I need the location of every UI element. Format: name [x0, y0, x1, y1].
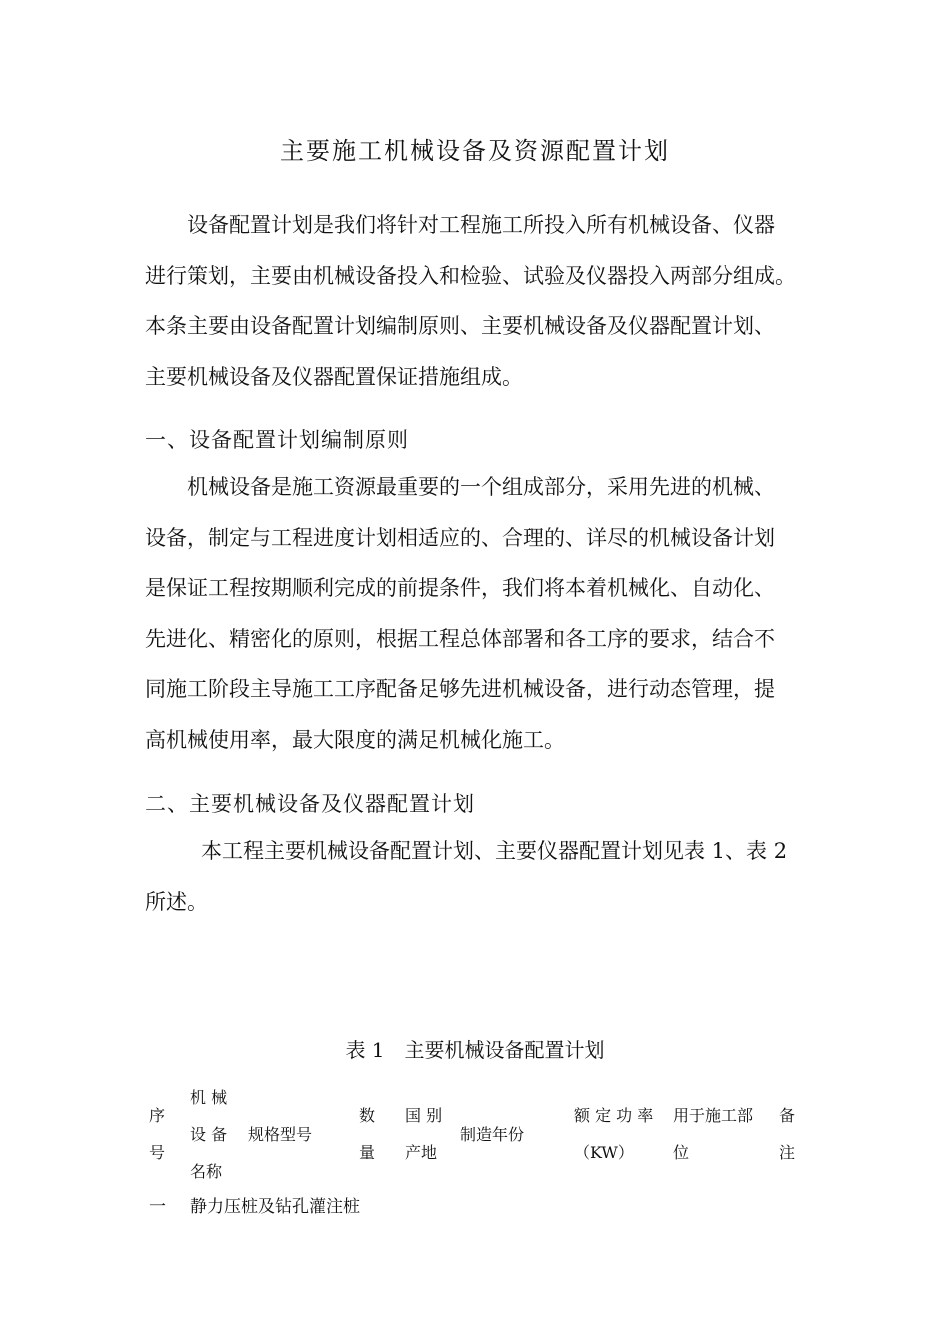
intro-paragraph [145, 200, 807, 402]
header-power: 额 定 功 率 [574, 1106, 654, 1125]
header-usage: 用于施工部 [673, 1106, 754, 1125]
table-caption: 表 1 主要机械设备配置计划 [345, 1038, 605, 1062]
section-heading-1: 一、设备配置计划编制原则 [145, 428, 409, 452]
header-seq: 序 [149, 1106, 166, 1125]
section1-line: 同施工阶段主导施工工序配备足够先进机械设备，进行动态管理，提 [145, 677, 775, 701]
header-note: 注 [779, 1143, 796, 1162]
header-name: 机 械 [190, 1088, 228, 1107]
intro-line: 设备配置计划是我们将针对工程施工所投入所有机械设备、仪器 [187, 213, 775, 237]
section2-line: 所述。 [145, 889, 208, 914]
header-spec: 规格型号 [248, 1125, 313, 1144]
header-seq: 号 [149, 1143, 166, 1162]
section-heading-2: 二、主要机械设备及仪器配置计划 [145, 792, 475, 816]
section2-paragraph [145, 826, 807, 927]
header-name: 设 备 [190, 1125, 228, 1144]
header-origin: 产地 [405, 1143, 438, 1162]
document-title: 主要施工机械设备及资源配置计划 [280, 137, 670, 165]
row-seq: 一 [149, 1197, 166, 1217]
header-qty: 量 [359, 1143, 376, 1162]
intro-line: 本条主要由设备配置计划编制原则、主要机械设备及仪器配置计划、 [145, 314, 775, 338]
intro-line: 进行策划，主要由机械设备投入和检验、试验及仪器投入两部分组成。 [145, 263, 796, 288]
header-note: 备 [779, 1106, 796, 1125]
section1-line: 是保证工程按期顺利完成的前提条件，我们将本着机械化、自动化、 [145, 576, 775, 600]
intro-line: 主要机械设备及仪器配置保证措施组成。 [145, 364, 523, 389]
row-name: 静力压桩及钻孔灌注桩 [190, 1197, 360, 1217]
header-qty: 数 [359, 1106, 376, 1125]
header-usage: 位 [673, 1143, 690, 1162]
section1-line: 高机械使用率，最大限度的满足机械化施工。 [145, 727, 565, 752]
header-name: 名称 [190, 1162, 223, 1181]
section1-paragraph [145, 462, 807, 765]
header-power: （KW） [574, 1143, 634, 1162]
section1-line: 先进化、精密化的原则，根据工程总体部署和各工序的要求，结合不 [145, 626, 775, 651]
header-year: 制造年份 [460, 1125, 525, 1144]
header-origin: 国 别 [405, 1106, 443, 1125]
section2-line: 本工程主要机械设备配置计划、主要仪器配置计划见表 1、表 2 [201, 839, 788, 863]
section1-line: 机械设备是施工资源最重要的一个组成部分，采用先进的机械、 [187, 475, 775, 499]
section1-line: 设备，制定与工程进度计划相适应的、合理的、详尽的机械设备计划 [145, 525, 775, 550]
